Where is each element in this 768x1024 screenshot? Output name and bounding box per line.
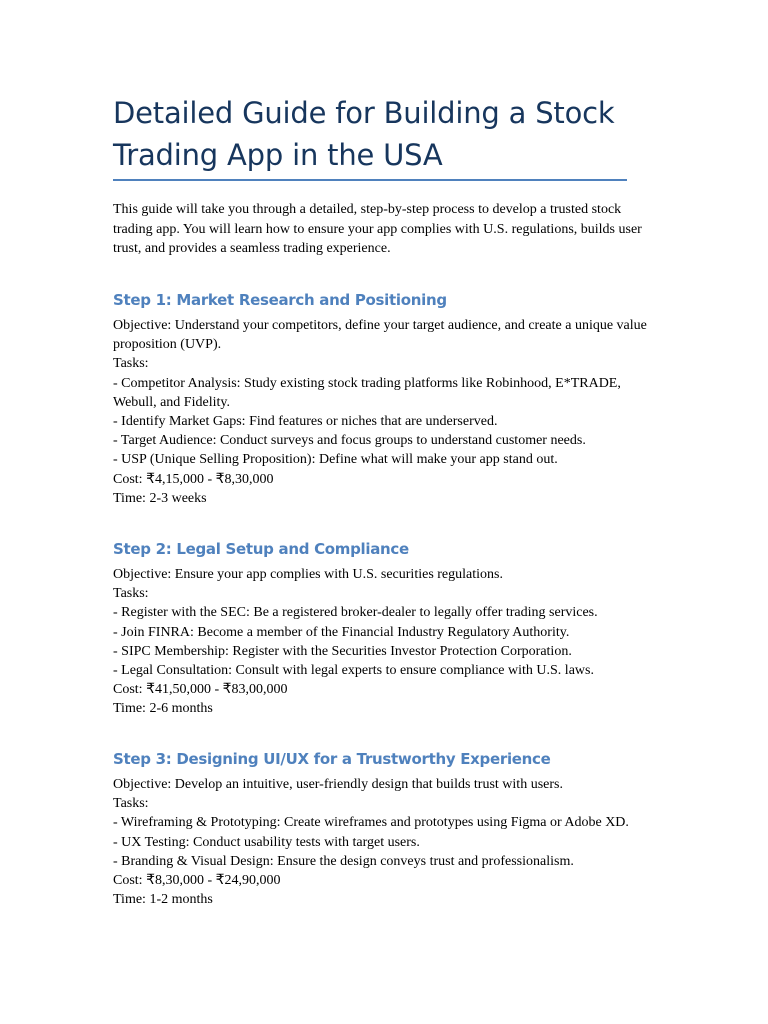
step-2-task: - Register with the SEC: Be a registered broker-dealer to legally offer trading services. <box>113 605 598 621</box>
step-3-cost: Cost: ₹8,30,000 - ₹24,90,000 <box>113 873 281 889</box>
step-2-section <box>113 538 653 719</box>
step-2-tasks-label: Tasks: <box>113 586 149 602</box>
title-divider <box>113 179 627 181</box>
step-3-time: Time: 1-2 months <box>113 892 213 908</box>
step-3-task: - Branding & Visual Design: Ensure the design conveys trust and professionalism. <box>113 853 574 869</box>
step-3-heading: Step 3: Designing UI/UX for a Trustworthy Experience <box>113 750 551 768</box>
step-1-heading: Step 1: Market Research and Positioning <box>113 291 447 309</box>
step-1-task: - Identify Market Gaps: Find features or niches that are underserved. <box>113 414 498 430</box>
step-2-objective: Objective: Ensure your app complies with U.S. securities regulations. <box>113 567 503 582</box>
step-3-tasks-label: Tasks: <box>113 796 149 812</box>
step-1-task: - Competitor Analysis: Study existing stock trading platforms like Robinhood, E*TRADE, Webull, and Fidelity. <box>113 375 625 410</box>
intro-paragraph: This guide will take you through a detailed, step-by-step process to develop a trusted stock trading app. You will learn how to ensure your app complies with U.S. regulations, builds user trust, and provides a seamless trading experience. <box>113 202 642 256</box>
step-2-task: - Legal Consultation: Consult with legal experts to ensure compliance with U.S. laws. <box>113 663 594 679</box>
step-1-body <box>113 316 653 508</box>
step-2-cost: Cost: ₹41,50,000 - ₹83,00,000 <box>113 682 288 698</box>
step-1-time: Time: 2-3 weeks <box>113 490 207 506</box>
step-3-objective: Objective: Develop an intuitive, user-friendly design that builds trust with users. <box>113 777 563 792</box>
step-2-time: Time: 2-6 months <box>113 701 213 717</box>
step-3-task: - UX Testing: Conduct usability tests with target users. <box>113 834 420 850</box>
step-2-task: - Join FINRA: Become a member of the Financial Industry Regulatory Authority. <box>113 624 570 640</box>
step-1-cost: Cost: ₹4,15,000 - ₹8,30,000 <box>113 471 274 487</box>
step-1-section <box>113 289 653 508</box>
step-2-task: - SIPC Membership: Register with the Securities Investor Protection Corporation. <box>113 643 572 659</box>
step-1-task: - Target Audience: Conduct surveys and focus groups to understand customer needs. <box>113 433 586 449</box>
step-3-task: - Wireframing & Prototyping: Create wireframes and prototypes using Figma or Adobe XD. <box>113 815 629 831</box>
step-1-objective: Objective: Understand your competitors, define your target audience, and create a unique value proposition (UVP). <box>113 318 651 353</box>
step-3-section <box>113 748 653 909</box>
step-3-body <box>113 775 653 909</box>
document-title: Detailed Guide for Building a Stock Trading App in the USA <box>113 96 615 172</box>
step-2-body <box>113 565 653 719</box>
step-2-heading: Step 2: Legal Setup and Compliance <box>113 540 409 558</box>
step-1-tasks-label: Tasks: <box>113 356 149 372</box>
step-1-task: - USP (Unique Selling Proposition): Define what will make your app stand out. <box>113 452 558 468</box>
